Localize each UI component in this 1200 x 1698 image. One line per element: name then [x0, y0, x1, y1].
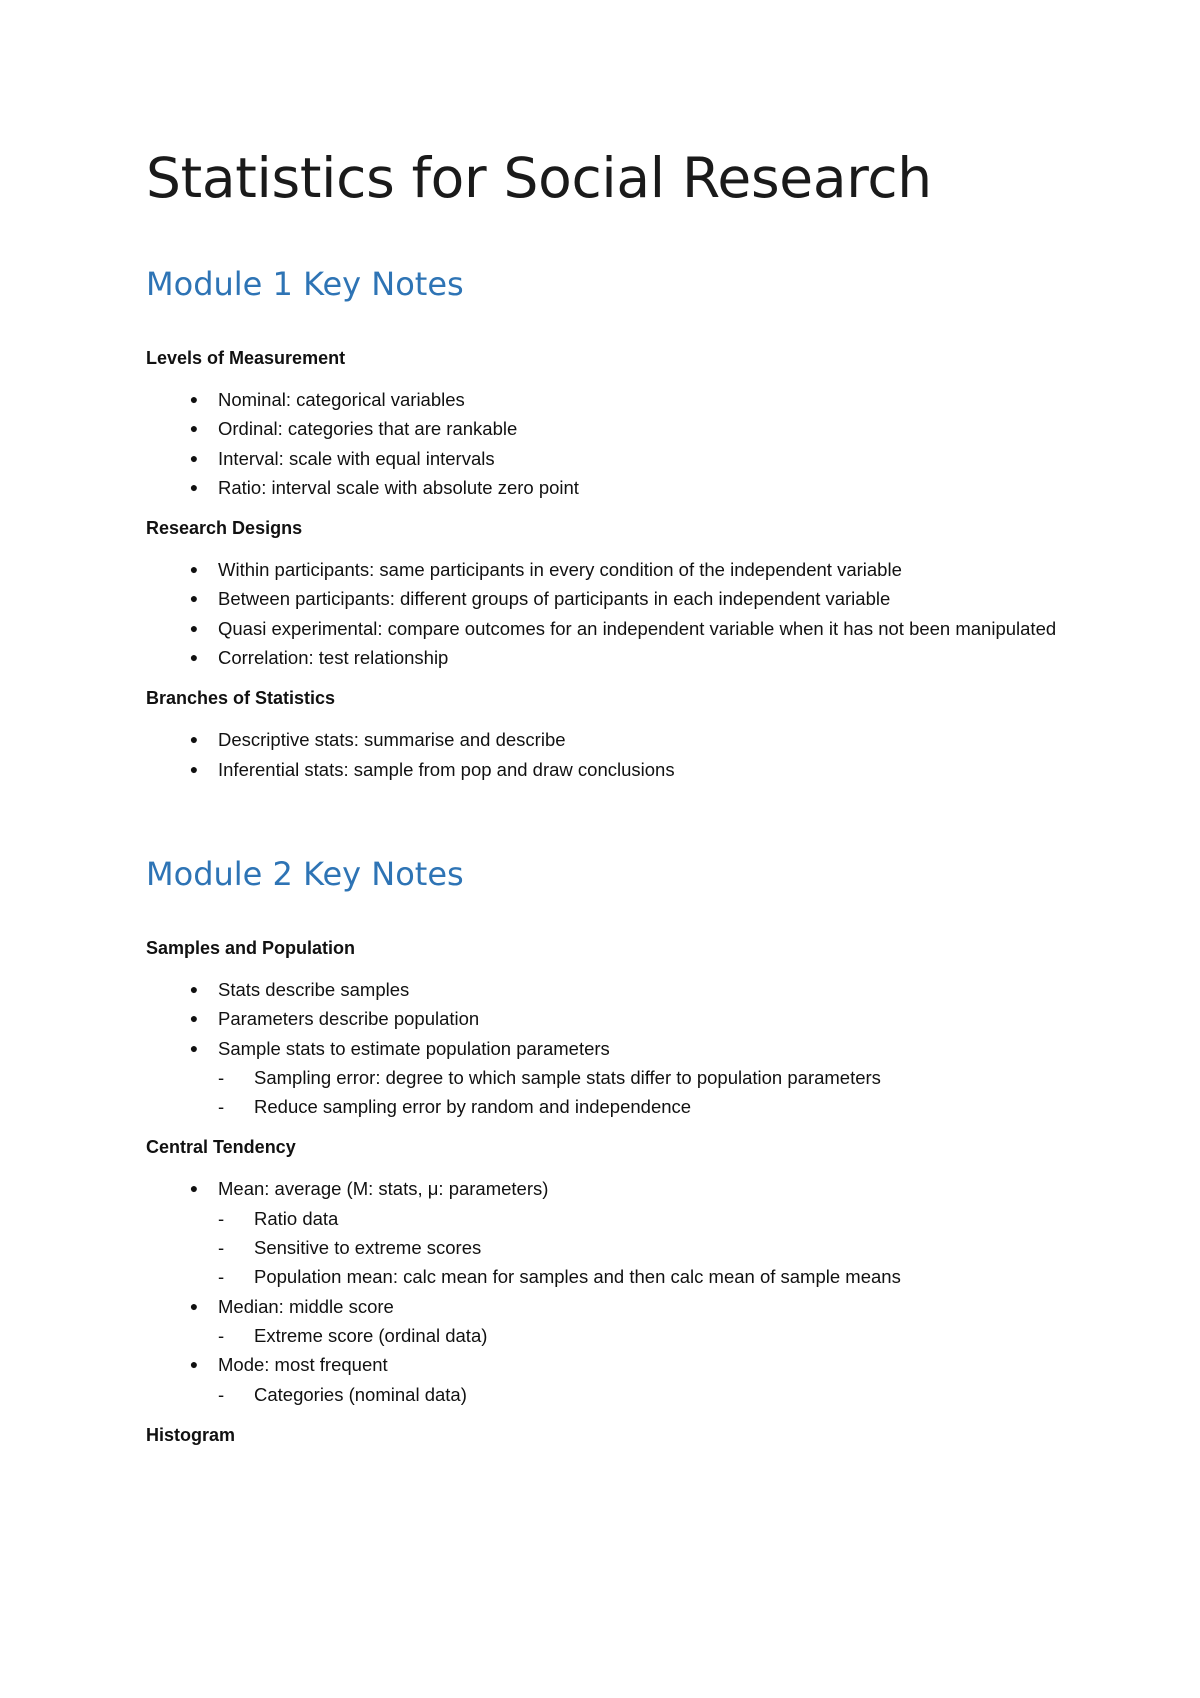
- section-heading: Levels of Measurement: [146, 348, 346, 368]
- list-item-text: Sample stats to estimate population parameters: [218, 1037, 610, 1059]
- list-item-text: Median: middle score: [218, 1295, 394, 1317]
- sub-list: [218, 1380, 1100, 1409]
- bullet-icon: ●: [189, 449, 199, 466]
- sub-list-item-text: Sensitive to extreme scores: [254, 1237, 482, 1259]
- list-item-text: Quasi experimental: compare outcomes for an independent variable when it has not been manipulated: [218, 617, 1057, 639]
- section-heading: Branches of Statistics: [146, 688, 336, 709]
- dash-icon: -: [218, 1207, 225, 1229]
- bullet-list: [146, 555, 1100, 672]
- list-item-text: Nominal: categorical variables: [218, 389, 465, 410]
- bullet-icon: ●: [189, 1039, 199, 1056]
- list-item-text: Mode: most frequent: [218, 1354, 388, 1376]
- dash-icon: -: [218, 1266, 225, 1288]
- sub-list-item: [218, 1063, 1100, 1092]
- list-item: [146, 614, 1100, 643]
- bullet-icon: ●: [189, 1010, 199, 1027]
- list-item-text: Ordinal: categories that are rankable: [218, 418, 518, 440]
- document-title: Statistics for Social Research: [146, 146, 932, 210]
- bullet-icon: ●: [189, 1356, 199, 1373]
- list-item: [146, 414, 1100, 443]
- sub-list-item: [218, 1262, 1100, 1291]
- section-heading: Samples and Population: [146, 937, 356, 958]
- list-item-text: Stats describe samples: [218, 978, 410, 1000]
- bullet-icon: ●: [189, 1180, 199, 1197]
- dash-icon: -: [218, 1096, 225, 1118]
- bullet-icon: ●: [189, 590, 199, 607]
- list-item: [146, 1292, 1100, 1351]
- dash-icon: -: [218, 1383, 225, 1405]
- bullet-icon: ●: [189, 391, 199, 407]
- list-item-text: Between participants: different groups of participants in each independent variable: [218, 588, 891, 610]
- bullet-icon: ●: [189, 731, 199, 748]
- bullet-icon: ●: [189, 478, 199, 495]
- bullet-icon: ●: [189, 561, 199, 578]
- sub-list-item: [218, 1092, 1100, 1121]
- list-item-text: Inferential stats: sample from pop and draw conclusions: [218, 758, 675, 780]
- list-item: [146, 755, 1100, 784]
- list-item: [146, 555, 1100, 584]
- list-item-text: Interval: scale with equal intervals: [218, 447, 495, 469]
- list-item: [146, 975, 1100, 1004]
- bullet-icon: ●: [189, 649, 199, 666]
- bullet-icon: ●: [189, 980, 199, 997]
- list-item: [146, 1174, 1100, 1291]
- list-item: [146, 1350, 1100, 1409]
- list-item: [146, 1004, 1100, 1033]
- section-heading: Central Tendency: [146, 1137, 296, 1158]
- dash-icon: -: [218, 1324, 225, 1346]
- bullet-list: [146, 385, 1100, 502]
- list-item: [146, 444, 1100, 473]
- sub-list-item-text: Population mean: calc mean for samples and then calc mean of sample means: [254, 1266, 901, 1288]
- module-heading: Module 1 Key Notes: [146, 265, 464, 303]
- sub-list: [218, 1063, 1100, 1122]
- sub-list-item-text: Reduce sampling error by random and independence: [254, 1096, 692, 1118]
- bullet-list: [146, 725, 1100, 784]
- bullet-icon: ●: [189, 1297, 199, 1314]
- bullet-icon: ●: [189, 619, 199, 636]
- module-heading: Module 2 Key Notes: [146, 854, 464, 893]
- list-item-text: Descriptive stats: summarise and describe: [218, 729, 566, 751]
- list-item: [146, 725, 1100, 754]
- list-item-text: Mean: average (M: stats, μ: parameters): [218, 1178, 549, 1200]
- bullet-list: [146, 1174, 1100, 1408]
- section-heading: Histogram: [146, 1424, 236, 1445]
- dash-icon: -: [218, 1066, 225, 1088]
- list-item: [146, 473, 1100, 502]
- document-body: [146, 262, 1100, 1450]
- list-item: [146, 385, 1100, 414]
- sub-list-item-text: Categories (nominal data): [254, 1383, 467, 1405]
- bullet-icon: ●: [189, 420, 199, 437]
- list-item-text: Correlation: test relationship: [218, 647, 449, 669]
- list-item: [146, 584, 1100, 613]
- list-item-text: Parameters describe population: [218, 1008, 480, 1030]
- list-item: [146, 643, 1100, 672]
- sub-list-item: [218, 1233, 1100, 1262]
- sub-list-item-text: Sampling error: degree to which sample stats differ to population parameters: [254, 1066, 881, 1088]
- sub-list: [218, 1204, 1100, 1292]
- sub-list: [218, 1321, 1100, 1350]
- sub-list-item: [218, 1204, 1100, 1233]
- bullet-icon: ●: [189, 760, 199, 777]
- list-item: [146, 1034, 1100, 1122]
- sub-list-item-text: Ratio data: [254, 1207, 339, 1229]
- list-item-text: Ratio: interval scale with absolute zero point: [218, 476, 579, 498]
- sub-list-item-text: Extreme score (ordinal data): [254, 1324, 488, 1346]
- section-heading: Research Designs: [146, 518, 303, 539]
- bullet-list: [146, 975, 1100, 1121]
- list-item-text: Within participants: same participants in every condition of the independent variable: [218, 559, 902, 581]
- dash-icon: -: [218, 1237, 225, 1259]
- sub-list-item: [218, 1380, 1100, 1409]
- sub-list-item: [218, 1321, 1100, 1350]
